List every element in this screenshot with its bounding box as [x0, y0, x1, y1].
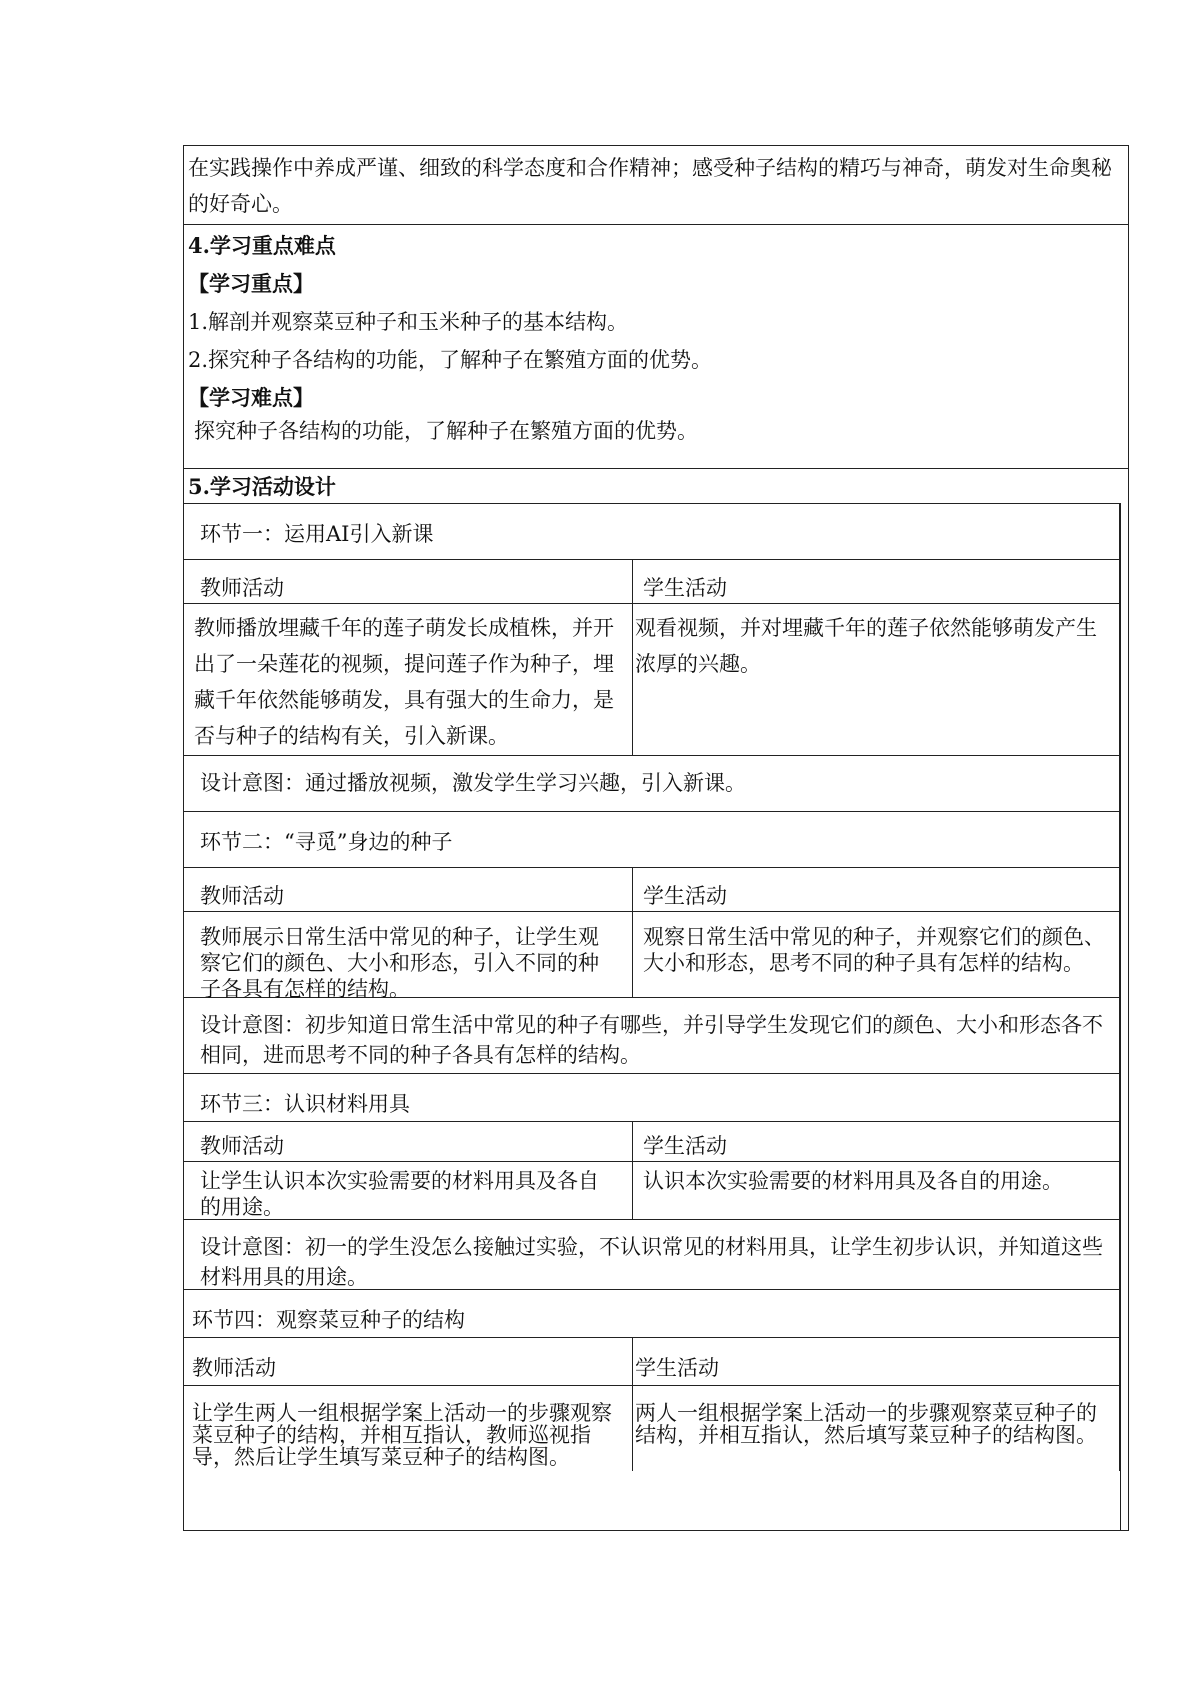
student-activity-header: 学生活动	[635, 1356, 719, 1380]
design-intent-row	[184, 998, 1119, 1074]
stage-title-row	[184, 812, 1119, 868]
stage-header-row	[184, 560, 1119, 604]
key-points-heading: 【学习重点】	[188, 271, 314, 296]
stage-title-row	[184, 1290, 1119, 1338]
teacher-activity-text: 教师播放埋藏千年的莲子萌发长成植株，并开出了一朵莲花的视频，提问莲子作为种子，埋藏千年依然能够萌发，具有强大的生命力，是否与种子的结构有关，引入新课。	[194, 616, 614, 748]
section4-cell	[184, 225, 1128, 469]
teacher-activity-header: 教师活动	[200, 1134, 284, 1158]
stage-header-row	[184, 1122, 1119, 1162]
design-intent-text: 设计意图：初一的学生没怎么接触过实验，不认识常见的材料用具，让学生初步认识，并知道这些材料用具的用途。	[200, 1235, 1103, 1289]
teacher-activity-text: 让学生认识本次实验需要的材料用具及各自的用途。	[200, 1169, 599, 1219]
stage-header-row	[184, 868, 1119, 912]
student-activity-text: 两人一组根据学案上活动一的步骤观察菜豆种子的结构，并相互指认，然后填写菜豆种子的结构图。	[635, 1401, 1097, 1447]
design-intent-row	[184, 1220, 1119, 1290]
design-intent-text: 设计意图：初步知道日常生活中常见的种子有哪些，并引导学生发现它们的颜色、大小和形态各不相同，进而思考不同的种子各具有怎样的结构。	[200, 1013, 1103, 1067]
table-rule	[1120, 503, 1121, 1530]
intro-cell	[184, 146, 1128, 225]
intro-text: 在实践操作中养成严谨、细致的科学态度和合作精神；感受种子结构的精巧与神奇，萌发对生命奥秘的好奇心。	[188, 156, 1112, 216]
stage-activity-row	[184, 1386, 1119, 1471]
difficult-points-text: 探究种子各结构的功能，了解种子在繁殖方面的优势。	[194, 419, 698, 443]
stage-title: 环节一：运用AI引入新课	[200, 522, 434, 546]
teacher-activity-header: 教师活动	[200, 576, 284, 600]
design-intent-row	[184, 756, 1119, 812]
stage-activity-row	[184, 604, 1119, 756]
teacher-activity-header: 教师活动	[192, 1356, 276, 1380]
activity-design-table	[184, 503, 1120, 1471]
student-activity-header: 学生活动	[643, 884, 727, 908]
lesson-plan-table	[183, 145, 1129, 1531]
stage-title-row	[184, 504, 1119, 560]
stage-activity-row	[184, 912, 1119, 1001]
teacher-activity-header: 教师活动	[200, 884, 284, 908]
student-activity-text: 观看视频，并对埋藏千年的莲子依然能够萌发产生浓厚的兴趣。	[635, 616, 1097, 676]
stage-title: 环节二：“寻觅”身边的种子	[200, 830, 453, 854]
stage-activity-row	[184, 1162, 1119, 1220]
section5-title: 5.学习活动设计	[188, 474, 336, 499]
stage-title-row	[184, 1074, 1119, 1122]
student-activity-header: 学生活动	[643, 1134, 727, 1158]
key-point-item: 1.解剖并观察菜豆种子和玉米种子的基本结构。	[188, 310, 629, 334]
stage-header-row	[184, 1338, 1119, 1386]
stage-title: 环节三：认识材料用具	[200, 1092, 410, 1116]
difficult-points-heading: 【学习难点】	[188, 385, 314, 410]
student-activity-header: 学生活动	[643, 576, 727, 600]
design-intent-text: 设计意图：通过播放视频，激发学生学习兴趣，引入新课。	[200, 771, 746, 795]
section5-cell	[184, 469, 1128, 1530]
student-activity-text: 认识本次实验需要的材料用具及各自的用途。	[643, 1169, 1063, 1193]
teacher-activity-text: 让学生两人一组根据学案上活动一的步骤观察菜豆种子的结构，并相互指认，教师巡视指导，然后让学生填写菜豆种子的结构图。	[192, 1401, 612, 1469]
key-point-item: 2.探究种子各结构的功能，了解种子在繁殖方面的优势。	[188, 348, 713, 372]
teacher-activity-text: 教师展示日常生活中常见的种子，让学生观察它们的颜色、大小和形态，引入不同的种子各具有怎样的结构。	[200, 925, 599, 1001]
student-activity-text: 观察日常生活中常见的种子，并观察它们的颜色、大小和形态，思考不同的种子具有怎样的结构。	[643, 925, 1105, 975]
stage-title: 环节四：观察菜豆种子的结构	[192, 1308, 465, 1332]
section4-title: 4.学习重点难点	[188, 233, 336, 258]
